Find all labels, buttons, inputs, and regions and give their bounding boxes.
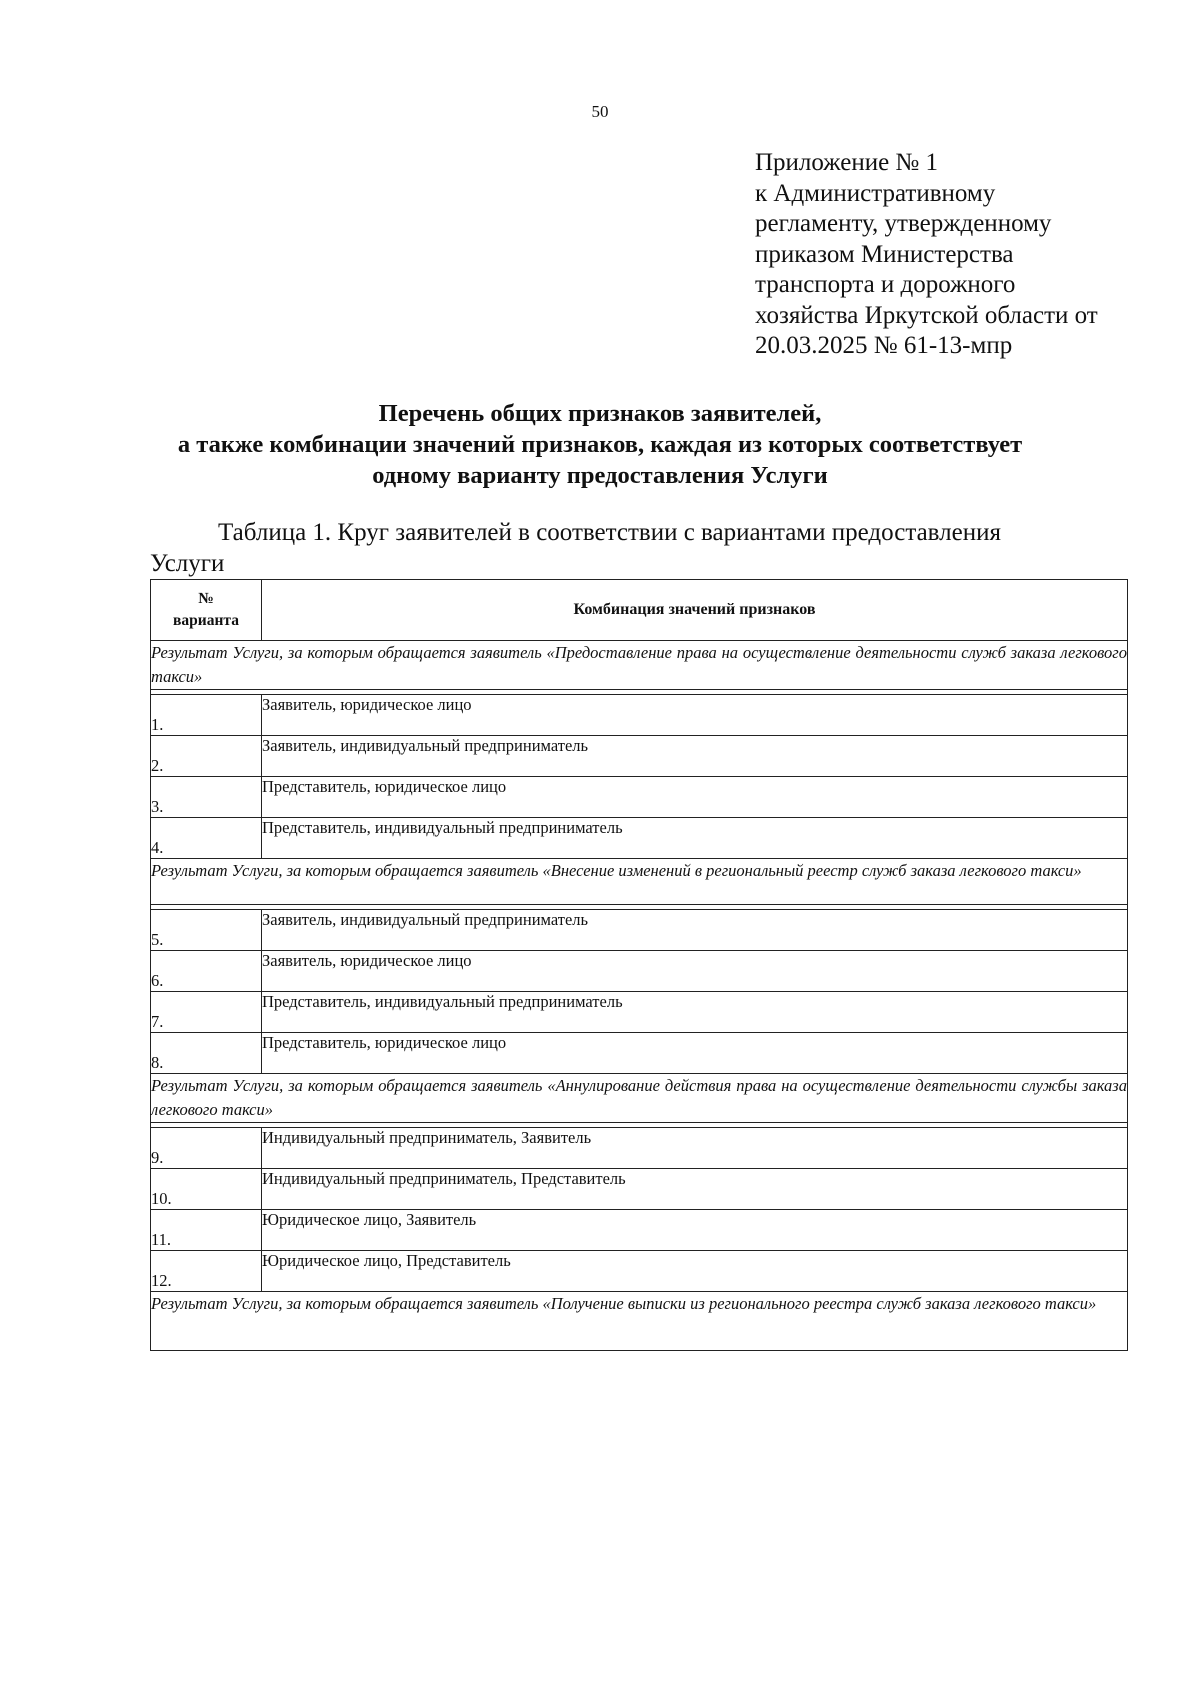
- variant-combination: Представитель, юридическое лицо: [262, 1033, 1128, 1074]
- variant-number: 2.: [151, 736, 262, 777]
- table-header-row: [151, 580, 1128, 641]
- appendix-line: регламенту, утвержденному: [755, 210, 1052, 237]
- section-result-text: Результат Услуги, за которым обращается заявитель «Получение выписки из регионального реестра служб заказа легкового такси»: [151, 1292, 1128, 1351]
- variant-row: [151, 1251, 1128, 1292]
- table-caption: [150, 518, 1140, 548]
- header-combination: Комбинация значений признаков: [262, 580, 1128, 641]
- appendix-line: 20.03.2025 № 61-13-мпр: [755, 332, 1013, 359]
- section-result-text: Результат Услуги, за которым обращается заявитель «Аннулирование действия права на осуществление деятельности службы заказа легкового такси»: [151, 1074, 1128, 1123]
- variant-row: [151, 910, 1128, 951]
- variant-row: [151, 951, 1128, 992]
- section-row: [151, 1292, 1128, 1351]
- variant-number: 6.: [151, 951, 262, 992]
- variant-number: 5.: [151, 910, 262, 951]
- variant-number: 4.: [151, 818, 262, 859]
- variant-combination: Юридическое лицо, Заявитель: [262, 1210, 1128, 1251]
- section-row: [151, 859, 1128, 905]
- variant-combination: Заявитель, юридическое лицо: [262, 695, 1128, 736]
- appendix-line: приказом Министерства: [755, 240, 1014, 268]
- variant-row: [151, 736, 1128, 777]
- title-line: Перечень общих признаков заявителей,: [378, 400, 822, 427]
- variant-number: 8.: [151, 1033, 262, 1074]
- variant-combination: Представитель, индивидуальный предприниматель: [262, 818, 1128, 859]
- variant-number: 1.: [151, 695, 262, 736]
- variant-number: 10.: [151, 1169, 262, 1210]
- variant-combination: Представитель, индивидуальный предприниматель: [262, 992, 1128, 1033]
- variant-row: [151, 1033, 1128, 1074]
- variant-combination: Юридическое лицо, Представитель: [262, 1251, 1128, 1292]
- variant-row: [151, 1169, 1128, 1210]
- appendix-line: транспорта и дорожного: [755, 271, 1016, 298]
- document-title: [100, 398, 1100, 491]
- variant-number: 9.: [151, 1128, 262, 1169]
- variant-number: 12.: [151, 1251, 262, 1292]
- title-line: одному варианту предоставления Услуги: [372, 462, 828, 489]
- variant-row: [151, 695, 1128, 736]
- appendix-line: Приложение № 1: [755, 149, 939, 176]
- variant-row: [151, 992, 1128, 1033]
- appendix-line: к Административному: [755, 179, 996, 207]
- variant-combination: Индивидуальный предприниматель, Заявитель: [262, 1128, 1128, 1169]
- header-variant-number: [151, 580, 262, 641]
- variants-table: [150, 579, 1128, 1351]
- header-num-line: №: [198, 590, 214, 607]
- variant-combination: Заявитель, индивидуальный предприниматель: [262, 736, 1128, 777]
- table-caption-line: Таблица 1. Круг заявителей в соответствии с вариантами предоставления: [218, 519, 1001, 546]
- variant-row: [151, 1210, 1128, 1251]
- section-result-text: Результат Услуги, за которым обращается заявитель «Внесение изменений в региональный реестр служб заказа легкового такси»: [151, 859, 1128, 905]
- variant-combination: Индивидуальный предприниматель, Представитель: [262, 1169, 1128, 1210]
- variant-combination: Представитель, юридическое лицо: [262, 777, 1128, 818]
- variant-combination: Заявитель, индивидуальный предприниматель: [262, 910, 1128, 951]
- variant-row: [151, 1128, 1128, 1169]
- appendix-line: хозяйства Иркутской области от: [755, 301, 1098, 329]
- variant-row: [151, 818, 1128, 859]
- title-line: а также комбинации значений признаков, каждая из которых соответствует: [177, 431, 1023, 458]
- appendix-block: [755, 148, 1155, 362]
- variant-number: 7.: [151, 992, 262, 1033]
- page-number: 50: [591, 102, 609, 121]
- table-caption-continuation: Услуги: [150, 550, 225, 577]
- variant-number: 3.: [151, 777, 262, 818]
- section-result-text: Результат Услуги, за которым обращается заявитель «Предоставление права на осуществление деятельности служб заказа легкового такси»: [151, 641, 1128, 690]
- variant-row: [151, 777, 1128, 818]
- variant-combination: Заявитель, юридическое лицо: [262, 951, 1128, 992]
- header-num-line: варианта: [173, 612, 239, 629]
- variant-number: 11.: [151, 1210, 262, 1251]
- section-row: [151, 641, 1128, 690]
- section-row: [151, 1074, 1128, 1123]
